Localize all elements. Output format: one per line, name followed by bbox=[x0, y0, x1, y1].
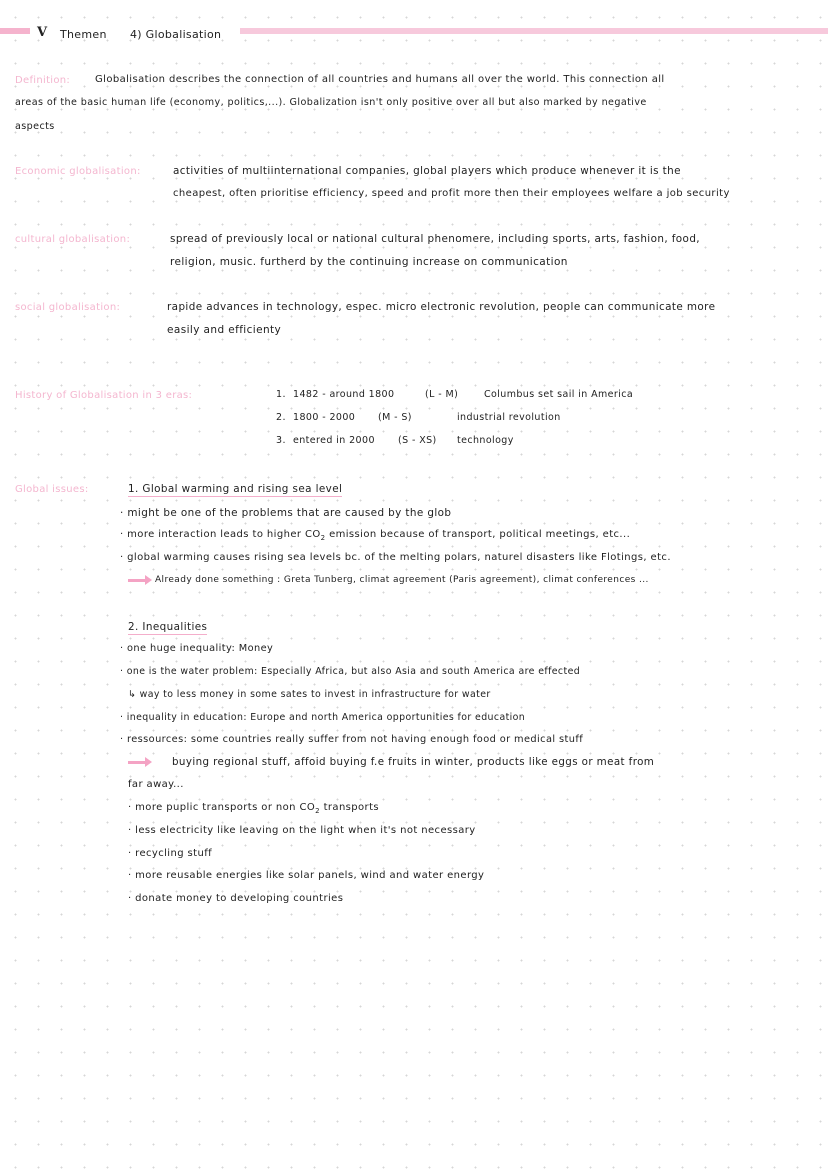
era-number: 2. bbox=[276, 412, 286, 423]
header-highlight-left bbox=[0, 28, 30, 34]
inequality-bullet-1: · one huge inequality: Money bbox=[120, 643, 274, 654]
pink-arrow-icon bbox=[128, 579, 146, 582]
section-roman-numeral: V bbox=[37, 25, 48, 40]
era-period: 1800 - 2000 bbox=[293, 412, 356, 423]
solution-co2-rest: transports bbox=[320, 802, 379, 813]
co2-subscript: 2 bbox=[320, 534, 326, 542]
era-code: (S - XS) bbox=[398, 435, 437, 446]
inequality-bullet-3: ↳ way to less money in some sates to invest in infrastructure for water bbox=[128, 689, 491, 700]
solution-bullet-3: · recycling stuff bbox=[128, 848, 213, 859]
era-code: (M - S) bbox=[378, 412, 412, 423]
inequalities-heading: 2. Inequalities bbox=[128, 621, 208, 633]
warming-arrow-note: Already done something : Greta Tunberg, climat agreement (Paris agreement), climat conferences ... bbox=[155, 575, 649, 585]
solution-bullet-2: · less electricity like leaving on the light when it's not necessary bbox=[128, 825, 476, 836]
era-number: 3. bbox=[276, 435, 286, 446]
cultural-line-2: religion, music. furtherd by the continuing increase on communication bbox=[170, 256, 568, 268]
solution-bullet-5: · donate money to developing countries bbox=[128, 893, 344, 904]
social-line-1: rapide advances in technology, espec. micro electronic revolution, people can communicate more bbox=[167, 301, 716, 313]
economic-label: Economic globalisation: bbox=[15, 166, 141, 177]
era-period: entered in 2000 bbox=[293, 435, 375, 446]
solution-arrow-line-2: far away... bbox=[128, 779, 184, 790]
definition-line-3: aspects bbox=[15, 121, 55, 132]
issues-label: Global issues: bbox=[15, 484, 89, 495]
era-description: industrial revolution bbox=[457, 412, 561, 423]
solution-co2-subscript: 2 bbox=[315, 807, 320, 815]
header-highlight-band bbox=[240, 28, 828, 34]
era-description: Columbus set sail in America bbox=[484, 389, 634, 400]
definition-label: Definition: bbox=[15, 75, 71, 86]
solution-co2-lead: · more puplic transports or non CO bbox=[128, 802, 316, 813]
era-number: 1. bbox=[276, 389, 286, 400]
era-code: (L - M) bbox=[425, 389, 459, 400]
warming-bullet-2 bbox=[120, 529, 630, 542]
co2-rest-text: emission because of transport, political meetings, etc... bbox=[325, 529, 631, 540]
social-line-2: easily and efficienty bbox=[167, 324, 282, 336]
co2-lead-text: · more interaction leads to higher CO bbox=[120, 529, 321, 540]
section-title: Themen bbox=[60, 28, 107, 41]
cultural-line-1: spread of previously local or national cultural phenomere, including sports, arts, fashion, food, bbox=[170, 233, 701, 245]
inequality-bullet-5: · ressources: some countries really suffer from not having enough food or medical stuff bbox=[120, 734, 584, 745]
solution-bullet-1 bbox=[128, 802, 379, 815]
era-description: technology bbox=[457, 435, 514, 446]
social-label: social globalisation: bbox=[15, 302, 121, 313]
topic-title: 4) Globalisation bbox=[130, 28, 222, 41]
warming-bullet-1: · might be one of the problems that are caused by the glob bbox=[120, 507, 452, 519]
economic-line-2: cheapest, often prioritise efficiency, speed and profit more then their employees welfare a job security bbox=[173, 188, 730, 199]
inequality-bullet-2: · one is the water problem: Especially Africa, but also Asia and south America are effected bbox=[120, 666, 581, 677]
global-warming-heading: 1. Global warming and rising sea level bbox=[128, 483, 343, 495]
cultural-label: cultural globalisation: bbox=[15, 234, 131, 245]
era-period: 1482 - around 1800 bbox=[293, 389, 395, 400]
economic-line-1: activities of multiinternational companies, global players which produce whenever it is the bbox=[173, 165, 681, 177]
definition-line-1: Globalisation describes the connection of all countries and humans all over the world. This connection all bbox=[95, 74, 665, 85]
warming-bullet-3: · global warming causes rising sea levels bc. of the melting polars, naturel disasters like Flotings, etc. bbox=[120, 552, 671, 563]
solution-arrow-line-1: buying regional stuff, affoid buying f.e fruits in winter, products like eggs or meat from bbox=[172, 756, 655, 768]
inequality-bullet-4: · inequality in education: Europe and north America opportunities for education bbox=[120, 712, 526, 723]
history-label: History of Globalisation in 3 eras: bbox=[15, 390, 193, 401]
pink-arrow-icon bbox=[128, 761, 146, 764]
solution-bullet-4: · more reusable energies like solar panels, wind and water energy bbox=[128, 870, 485, 881]
definition-line-2: areas of the basic human life (economy, politics,...). Globalization isn't only positive over all but also marked by negative bbox=[15, 97, 647, 108]
